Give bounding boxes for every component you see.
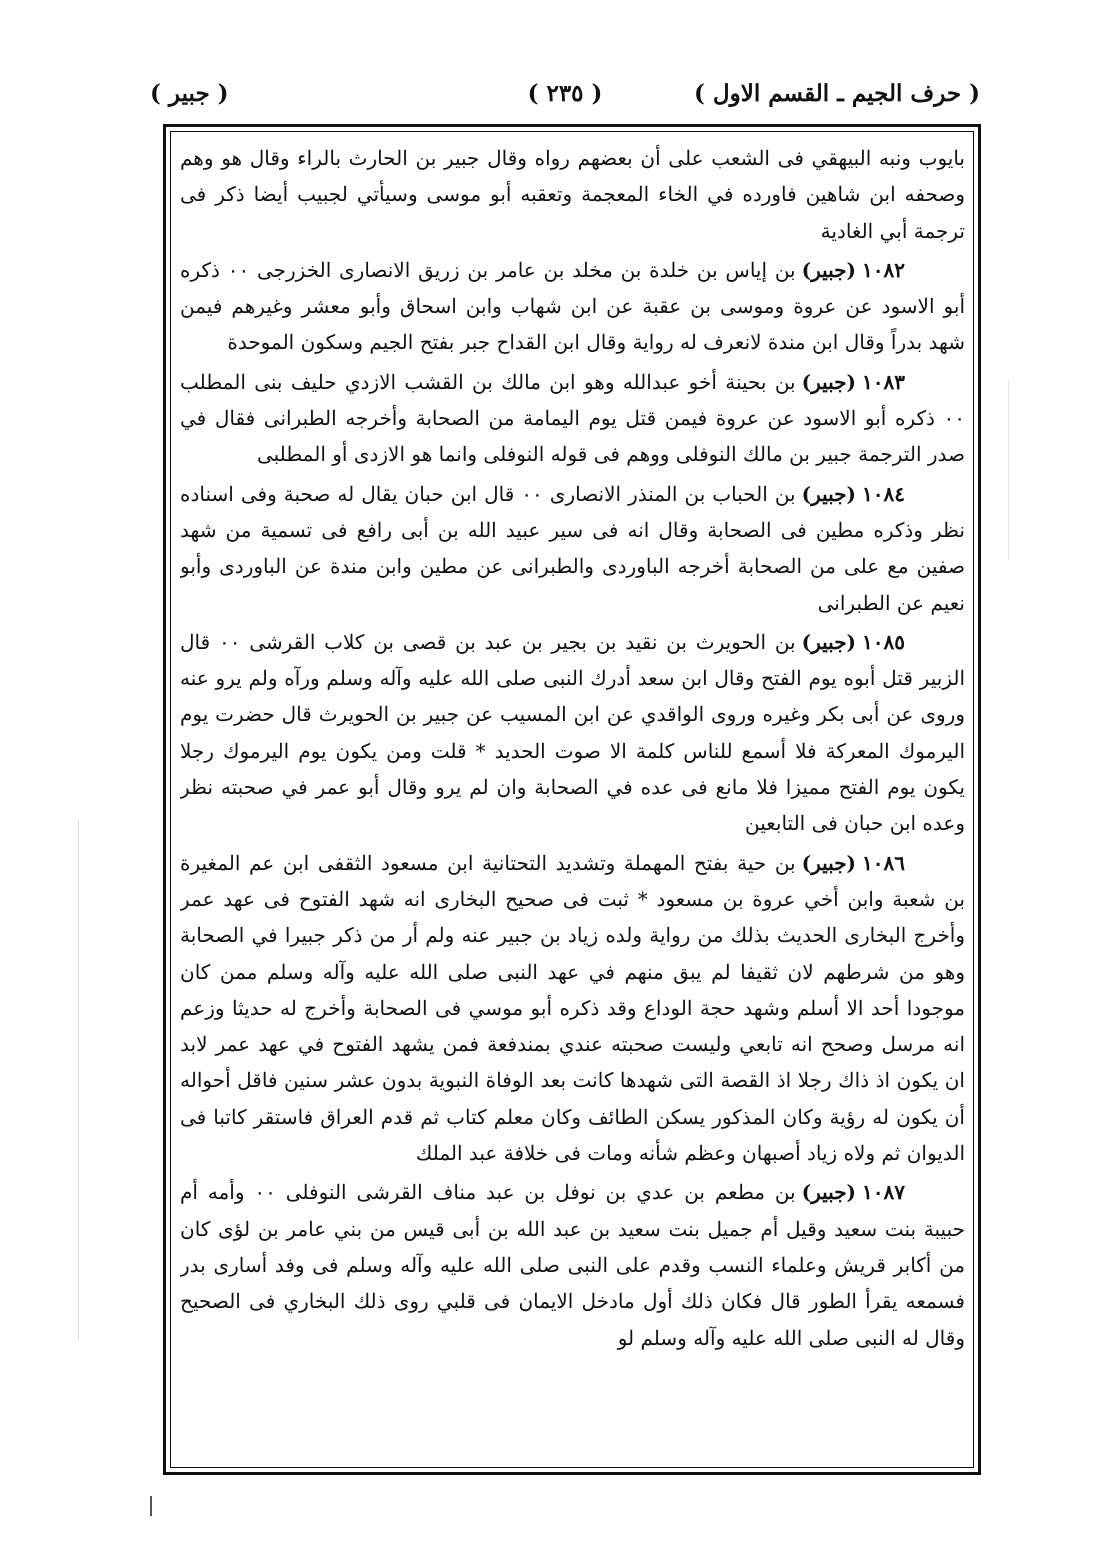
running-head-name: ( جبير ) bbox=[150, 80, 229, 107]
entry-1087 bbox=[180, 1174, 965, 1355]
paragraph-continuation bbox=[180, 140, 965, 249]
page-number: ( ٢٣٥ ) bbox=[527, 80, 603, 107]
chapter-title: ( حرف الجيم ـ القسم الاول ) bbox=[694, 80, 980, 107]
entry-name: (جبير) bbox=[801, 850, 857, 875]
entry-number: ١٠٨٢ bbox=[862, 257, 905, 282]
page-header bbox=[150, 70, 980, 120]
scan-margin-line bbox=[1008, 380, 1009, 560]
entry-1083 bbox=[180, 364, 965, 473]
entry-text: بن الحباب بن المنذر الانصارى ٠٠ قال ابن حبان يقال له صحبة وفى اسناده نظر وذكره مطين فى الصحابة وقال انه فى سير عبيد الله بن أبى رافع فى تسمية من شهد صفين مع على من الصحابة أخرجه الباوردى والطبرانى عن مطين وابن مندة عن الباوردى وأبو نعيم عن الطبرانى bbox=[180, 481, 965, 615]
entry-1082 bbox=[180, 252, 965, 361]
entry-name: (جبير) bbox=[801, 481, 857, 506]
paragraph-text: بايوب ونبه البيهقي فى الشعب على أن بعضهم رواه وقال جبير بن الحارث بالراء وقال هو وهم وصحفه ابن شاهين فاورده في الخاء المعجمة وتعقبه أبو موسى وسيأتي لجبيب أيضا ذكر فى ترجمة أبي الغادية bbox=[180, 146, 965, 243]
scan-mark bbox=[150, 1496, 152, 1516]
entry-text: بن حية بفتح المهملة وتشديد التحتانية ابن مسعود الثقفى ابن عم المغيرة بن شعبة وابن أخي عروة بن مسعود * ثبت فى صحيح البخارى انه شهد الفتوح فى عهد عمر وأخرج البخارى الحديث بذلك من رواية ولده زياد بن جبير عنه ولم أر من ذكر جبيرا في الصحابة وهو من شرطهم لان ثقيفا لم يبق منهم في عهد النبى صلى الله عليه وآله وسلم ممن كان موجودا أحد الا أسلم وشهد حجة الوداع وقد ذكره أبو موسي فى الصحابة وأخرج له حديثا وزعم انه مرسل وصحح انه تابعي وليست صحبته عندي بمندفعة فمن يشهد الفتوح في عهد عمر لابد ان يكون اذ ذاك رجلا اذ القصة التى شهدها كانت بعد الوفاة النبوية بدون عشر سنين فاقل أحواله أن يكون له رؤية وكان المذكور يسكن الطائف وكان معلم كتاب ثم قدم العراق فاستقر كاتبا فى الديوان ثم ولاه زياد أصبهان وعظم شأنه ومات فى خلافة عبد الملك bbox=[180, 850, 965, 1166]
entry-number: ١٠٨٥ bbox=[862, 629, 905, 654]
entry-number: ١٠٨٤ bbox=[862, 481, 905, 506]
entry-text: بن إياس بن خلدة بن مخلد بن عامر بن زريق الانصارى الخزرجى ٠٠ ذكره أبو الاسود عن عروة وموسى بن عقبة عن ابن شهاب وابن اسحاق وأبو معشر وغيرهم فيمن شهد بدراً وقال ابن مندة لانعرف له رواية وقال ابن القداح جبر بفتح الجيم وسكون الموحدة bbox=[180, 257, 965, 355]
entry-name: (جبير) bbox=[801, 369, 857, 394]
entry-text: بن مطعم بن عدي بن نوفل بن عبد مناف القرشى النوفلى ٠٠ وأمه أم حبيبة بنت سعيد وقيل أم جميل بنت سعيد بن عبد الله بن أبى قيس من بني عامر بن لؤى كان من أكابر قريش وعلماء النسب وقدم على النبى صلى الله عليه وآله وسلم فى وفد أسارى بدر فسمعه يقرأ الطور قال فكان ذلك أول مادخل الايمان فى قلبي روى ذلك البخاري فى الصحيح وقال له النبى صلى الله عليه وآله وسلم لو bbox=[180, 1180, 965, 1350]
entry-name: (جبير) bbox=[801, 629, 857, 654]
entry-number: ١٠٨٦ bbox=[862, 850, 905, 875]
entry-1084 bbox=[180, 476, 965, 621]
scan-margin-line bbox=[78, 820, 79, 1340]
entry-text: بن الحويرث بن نقيد بن بجير بن عبد بن قصى بن كلاب القرشى ٠٠ قال الزبير قتل أبوه يوم الفتح وقال ابن سعد أدرك النبى صلى الله عليه وآله وسلم ورآه ولم يرو عنه وروى عن أبى بكر وغيره وروى الواقدي عن ابن المسيب عن جبير بن الحويرث قال حضرت يوم اليرموك المعركة فلا أسمع للناس كلمة الا صوت الحديد * قلت ومن يكون يوم اليرموك رجلا يكون يوم الفتح مميزا فلا مانع فى عده في الصحابة وان لم يرو وقال أبو عمر في صحبته نظر وعده ابن حبان فى التابعين bbox=[180, 629, 965, 836]
entry-number: ١٠٨٣ bbox=[862, 369, 905, 394]
entry-text: بن بحينة أخو عبدالله وهو ابن مالك بن القشب الازدي حليف بنى المطلب ٠٠ ذكره أبو الاسود عن عروة فيمن قتل يوم اليمامة من الصحابة وأخرجه الطبرانى فقال في صدر الترجمة جبير بن مالك النوفلى ووهم فى قوله النوفلى وانما هو الازدى أو المطلبى bbox=[180, 369, 965, 467]
page-body bbox=[180, 140, 965, 1465]
entry-1085 bbox=[180, 624, 965, 842]
entry-number: ١٠٨٧ bbox=[862, 1180, 905, 1205]
entry-1086 bbox=[180, 845, 965, 1172]
entry-name: (جبير) bbox=[801, 1180, 857, 1205]
entry-name: (جبير) bbox=[801, 257, 857, 282]
